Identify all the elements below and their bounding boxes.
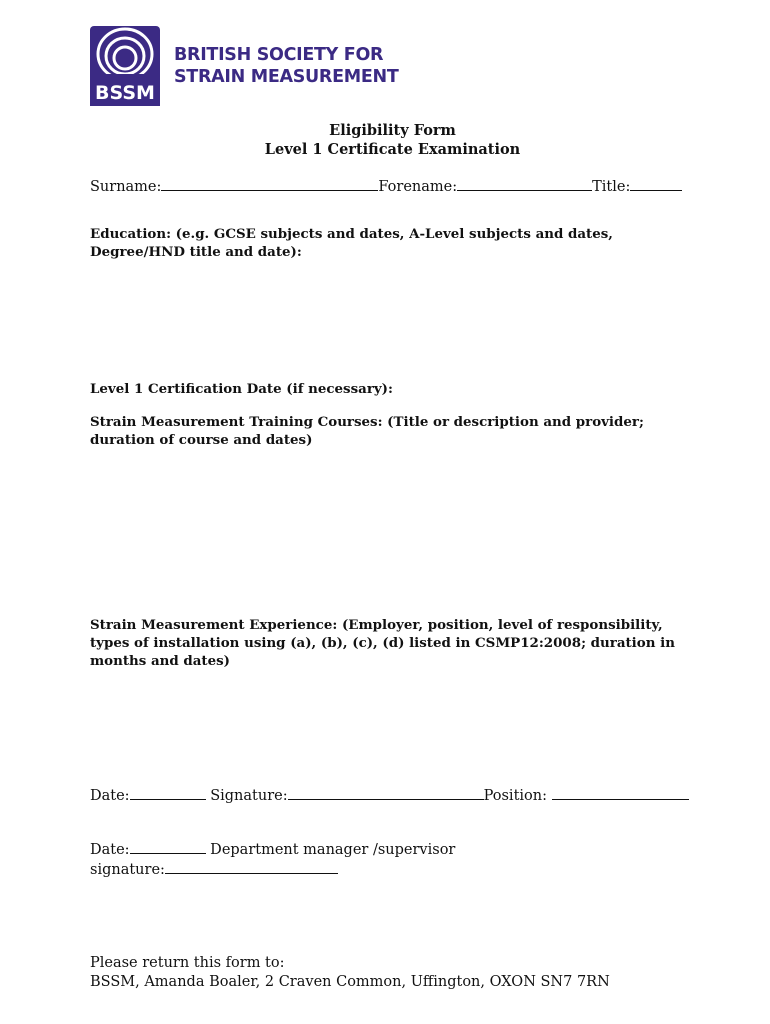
date-label: Date: bbox=[90, 788, 130, 804]
education-line-2: Degree/HND title and date): bbox=[90, 244, 302, 260]
position-field[interactable] bbox=[552, 786, 689, 800]
title-field[interactable] bbox=[630, 177, 682, 191]
return-address bbox=[90, 954, 610, 992]
signature-label: Signature: bbox=[210, 788, 288, 804]
experience-section bbox=[90, 616, 675, 670]
manager-signature-field[interactable] bbox=[165, 860, 338, 874]
signature-row bbox=[90, 786, 689, 804]
name-row bbox=[90, 177, 682, 195]
logo-line-2: STRAIN MEASUREMENT bbox=[174, 67, 399, 87]
manager-date-label: Date: bbox=[90, 842, 130, 858]
forename-label: Forename: bbox=[378, 179, 458, 195]
training-line-2: duration of course and dates) bbox=[90, 432, 313, 448]
manager-signature-block bbox=[90, 840, 455, 880]
bssm-emblem-icon bbox=[90, 26, 160, 106]
return-line-1: Please return this form to: bbox=[90, 955, 285, 971]
manager-label: Department manager /supervisor bbox=[205, 842, 456, 858]
cert-date-label: Level 1 Certification Date (if necessary): bbox=[90, 381, 393, 397]
manager-signature-label: signature: bbox=[90, 862, 165, 878]
experience-line-3: months and dates) bbox=[90, 653, 231, 669]
logo-line-1: BRITISH SOCIETY FOR bbox=[174, 45, 384, 65]
experience-line-2: types of installation using (a), (b), (c), (d) listed in CSMP12:2008; duration in bbox=[90, 635, 675, 651]
forename-field[interactable] bbox=[457, 177, 592, 191]
education-line-1: Education: (e.g. GCSE subjects and dates, A-Level subjects and dates, bbox=[90, 226, 613, 242]
surname-label: Surname: bbox=[90, 179, 162, 195]
date-field[interactable] bbox=[130, 786, 206, 800]
signature-field[interactable] bbox=[288, 786, 484, 800]
training-line-1: Strain Measurement Training Courses: (Title or description and provider; bbox=[90, 414, 644, 430]
training-section bbox=[90, 413, 644, 449]
title-label: Title: bbox=[592, 179, 631, 195]
surname-field[interactable] bbox=[161, 177, 378, 191]
education-section bbox=[90, 225, 613, 261]
return-line-2: BSSM, Amanda Boaler, 2 Craven Common, Uffington, OXON SN7 7RN bbox=[90, 974, 610, 990]
logo-abbrev: BSSM bbox=[95, 82, 155, 104]
experience-line-1: Strain Measurement Experience: (Employer, position, level of responsibility, bbox=[90, 617, 663, 633]
manager-date-field[interactable] bbox=[130, 840, 206, 854]
position-label: Position: bbox=[483, 788, 552, 804]
form-title: Eligibility Form bbox=[329, 122, 456, 139]
bssm-logo bbox=[90, 26, 399, 106]
form-subtitle: Level 1 Certificate Examination bbox=[264, 141, 521, 158]
